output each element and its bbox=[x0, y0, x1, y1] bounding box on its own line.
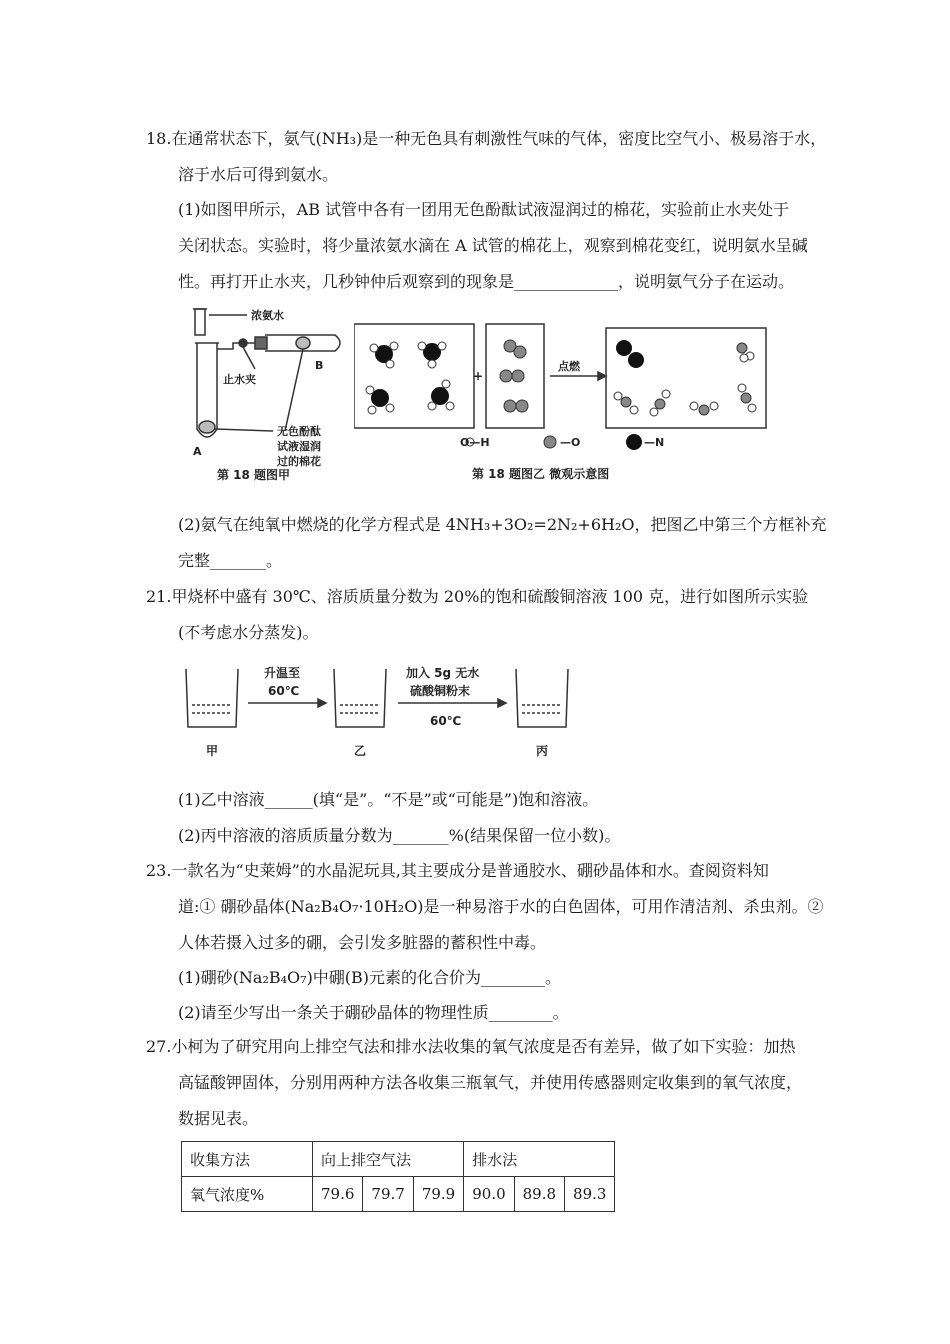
legend-oxygen-icon bbox=[544, 436, 556, 448]
clamp-icon bbox=[239, 339, 247, 347]
q23-part2: (2)请至少写出一条关于硼砂晶体的物理性质________。 bbox=[178, 1003, 569, 1022]
step1-label-2: 60℃ bbox=[268, 684, 300, 698]
q27-line-2: 高锰酸钾固体，分别用两种方法各收集三瓶氧气，并使用传感器则定收集到的氧气浓度， bbox=[178, 1073, 803, 1092]
q18-part1-line-3: 性。再打开止水夹，几秒钟仲后观察到的现象是_____________，说明氨气分子在运动。 bbox=[178, 272, 795, 291]
q23-line-3: 人体若摄入过多的硼，会引发多脏器的蓄积性中毒。 bbox=[178, 933, 547, 952]
step2-label-2: 硫酸铜粉末 bbox=[410, 684, 471, 698]
table-cell: 90.0 bbox=[464, 1177, 514, 1212]
q23-line-1: 23.一款名为“史莱姆”的水晶泥玩具,其主要成分是普通胶水、硼砂晶体和水。查阅资料知 bbox=[146, 861, 769, 880]
step2-label-1: 加入 5g 无水 bbox=[406, 666, 480, 680]
table-cell: 89.8 bbox=[514, 1177, 564, 1212]
q27-line-1: 27.小柯为了研究用向上排空气法和排水法收集的氧气浓度是否有差异，做了如下实验：加热 bbox=[146, 1037, 796, 1056]
oxygen-molecules bbox=[500, 340, 528, 412]
caption-figure-yi: 第 18 题图乙 微观示意图 bbox=[472, 467, 610, 481]
table-cell: 79.6 bbox=[313, 1177, 363, 1212]
q27-line-3: 数据见表。 bbox=[178, 1109, 259, 1128]
micro-diagram-figure-yi bbox=[354, 318, 774, 488]
q18-part2-line-2: 完整_______。 bbox=[178, 551, 283, 570]
label-concentrated-ammonia: 浓氨水 bbox=[251, 309, 284, 322]
beaker-label-yi: 乙 bbox=[354, 744, 367, 758]
q21-part1: (1)乙中溶液______(填“是”。“不是”或“可能是”)饱和溶液。 bbox=[178, 790, 599, 809]
q18-line-2: 溶于水后可得到氨水。 bbox=[178, 165, 339, 184]
label-clamp: 止水夹 bbox=[223, 373, 256, 386]
q18-part1-line-2: 关闭状态。实验时，将少量浓氨水滴在 A 试管的棉花上，观察到棉花变红，说明氨水呈碱 bbox=[178, 236, 808, 255]
beaker-experiment-figure bbox=[178, 655, 578, 765]
apparatus-figure-jia bbox=[185, 303, 350, 486]
q23-line-2: 道:① 硼砂晶体(Na₂B₄O₇·10H₂O)是一种易溶于水的白色固体，可用作清洁剂、杀虫剂。② bbox=[178, 897, 824, 916]
label-cotton-1: 无色酚酞 bbox=[277, 425, 321, 438]
dropper-icon bbox=[195, 309, 205, 335]
table-row bbox=[182, 1142, 615, 1177]
q18-line-1: 18.在通常状态下，氨气(NH₃)是一种无色具有刺激性气味的气体，密度比空气小、极易溶于水， bbox=[146, 129, 827, 148]
step1-label-1: 升温至 bbox=[264, 666, 301, 680]
q23-part1: (1)硼砂(Na₂B₄O₇)中硼(B)元素的化合价为________。 bbox=[178, 968, 562, 987]
beaker-jia-icon bbox=[186, 669, 238, 727]
label-a: A bbox=[193, 445, 202, 458]
q18-part2-line-1: (2)氨气在纯氧中燃烧的化学方程式是 4NH₃+3O₂=2N₂+6H₂O，把图乙中第三个方框补充 bbox=[178, 515, 827, 534]
label-cotton-2: 试液湿润 bbox=[277, 440, 321, 453]
label-cotton-3: 过的棉花 bbox=[277, 455, 321, 468]
table-row-label: 氧气浓度% bbox=[182, 1177, 313, 1212]
q21-line-2: (不考虑水分蒸发)。 bbox=[178, 623, 319, 642]
beaker-label-jia: 甲 bbox=[206, 744, 219, 758]
table-cell: 89.3 bbox=[565, 1177, 615, 1212]
legend-oxygen: —O bbox=[560, 436, 581, 449]
q21-part2: (2)丙中溶液的溶质质量分数为_______%(结果保留一位小数)。 bbox=[178, 826, 621, 845]
label-ignite: 点燃 bbox=[558, 360, 580, 373]
caption-figure-jia: 第 18 题图甲 bbox=[217, 468, 291, 482]
legend-nitrogen: —N bbox=[644, 436, 665, 449]
table-row bbox=[182, 1177, 615, 1212]
table-cell: 79.7 bbox=[363, 1177, 413, 1212]
table-header-upward-air: 向上排空气法 bbox=[313, 1142, 464, 1177]
step2-label-3: 60℃ bbox=[430, 714, 462, 728]
table-cell: 79.9 bbox=[413, 1177, 463, 1212]
beaker-yi-icon bbox=[334, 669, 386, 727]
legend-nitrogen-icon bbox=[626, 434, 642, 450]
q21-line-1: 21.甲烧杯中盛有 30℃、溶质质量分数为 20%的饱和硫酸铜溶液 100 克，进行如图所示实验 bbox=[146, 587, 809, 606]
table-header-method: 收集方法 bbox=[182, 1142, 313, 1177]
ammonia-molecules bbox=[366, 342, 454, 414]
oxygen-concentration-table bbox=[181, 1141, 615, 1212]
table-header-water: 排水法 bbox=[464, 1142, 615, 1177]
beaker-label-bing: 丙 bbox=[536, 744, 549, 758]
product-molecules bbox=[614, 340, 756, 416]
legend-hydrogen: O—H bbox=[460, 436, 490, 449]
label-b: B bbox=[315, 359, 324, 372]
plus-sign: + bbox=[473, 369, 484, 383]
q18-part1-line-1: (1)如图甲所示，AB 试管中各有一团用无色酚酞试液湿润过的棉花，实验前止水夹处于 bbox=[178, 200, 790, 219]
beaker-bing-icon bbox=[516, 669, 568, 727]
